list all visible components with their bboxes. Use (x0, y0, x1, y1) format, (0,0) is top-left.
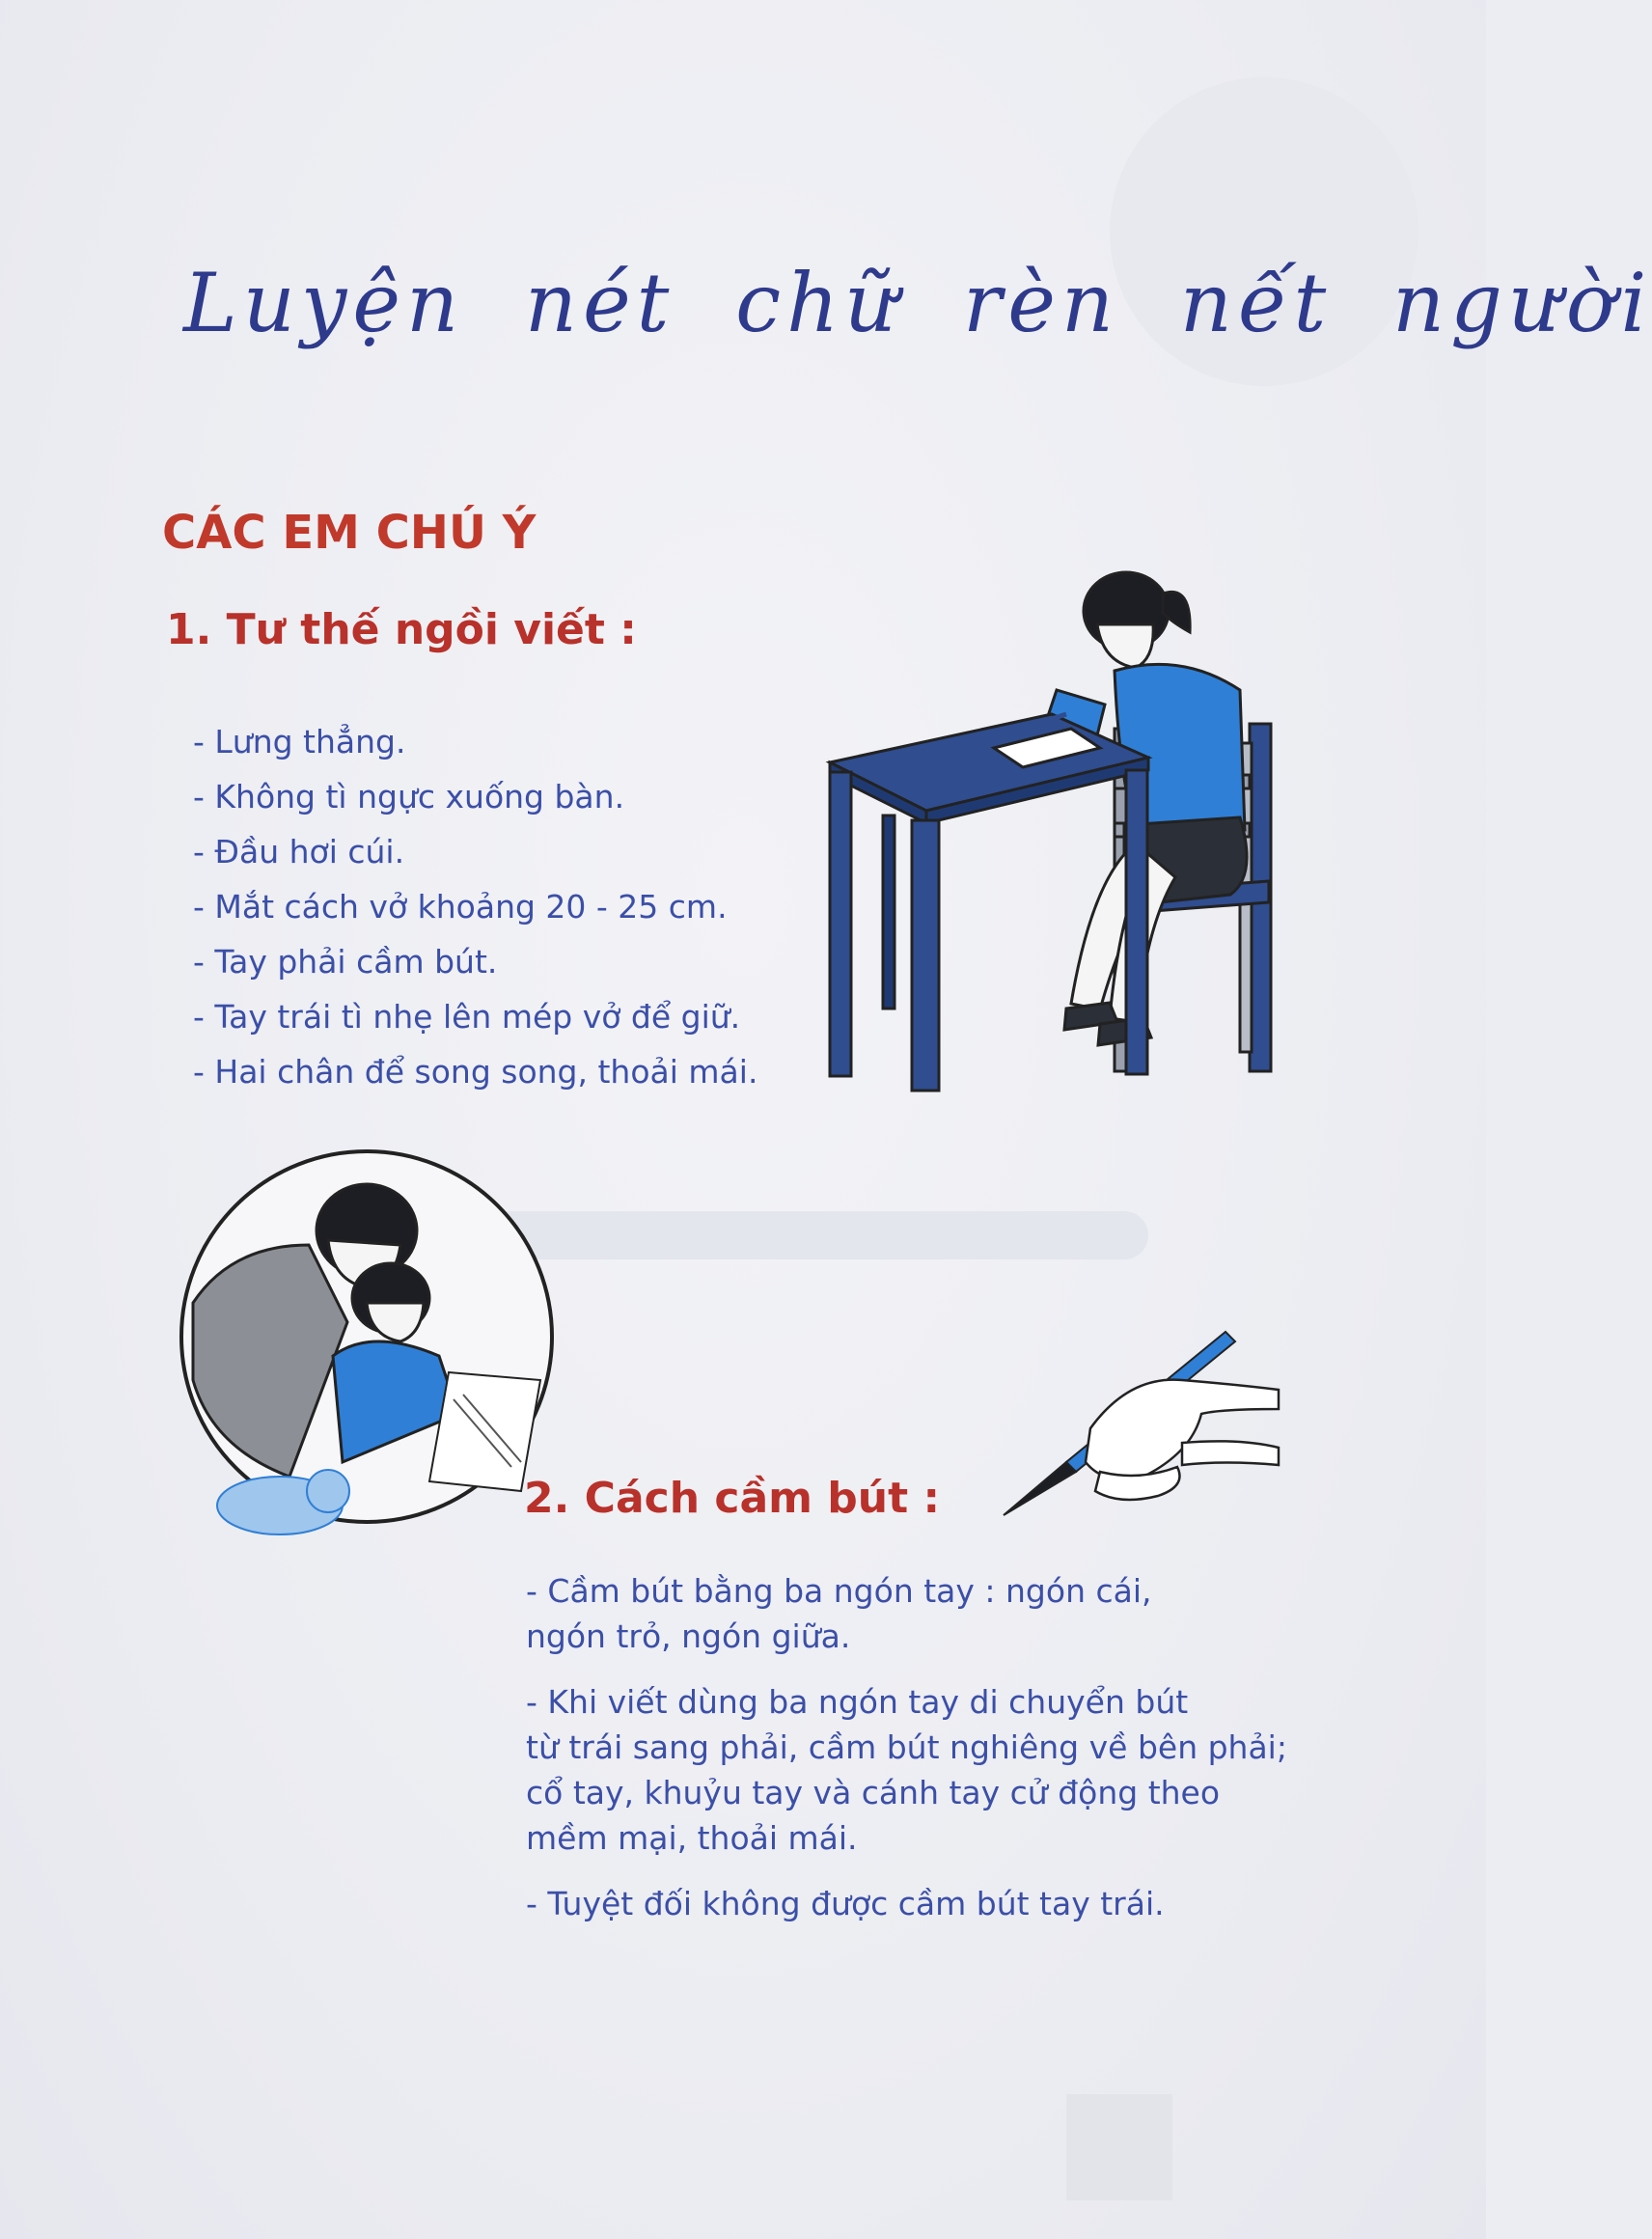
pen-grip-list (526, 1568, 1394, 1947)
list-item (526, 1568, 1394, 1659)
list-item: - Mắt cách vở khoảng 20 - 25 cm. (193, 888, 728, 926)
list-item-line: - Cầm bút bằng ba ngón tay : ngón cái, (526, 1572, 1152, 1610)
list-item-line: cổ tay, khuỷu tay và cánh tay cử động theo (526, 1774, 1221, 1811)
notice-heading: CÁC EM CHÚ Ý (162, 506, 537, 560)
hand-shape (1086, 1380, 1279, 1500)
list-item-line: - Tuyệt đối không được cầm bút tay trái. (526, 1885, 1165, 1922)
list-item (526, 1881, 1394, 1926)
list-item-line: mềm mại, thoải mái. (526, 1819, 858, 1857)
list-item (526, 1679, 1394, 1861)
list-item: - Đầu hơi cúi. (193, 833, 405, 871)
section1-heading: 1. Tư thế ngồi viết : (166, 605, 637, 654)
list-item: - Tay trái tì nhẹ lên mép vở để giữ. (193, 998, 741, 1036)
page-title: Luyện nét chữ rèn nết người (183, 256, 1652, 350)
list-item-line: ngón trỏ, ngón giữa. (526, 1617, 851, 1655)
list-item-line: từ trái sang phải, cầm bút nghiêng về bên phải; (526, 1728, 1287, 1766)
bleed-through-box (1066, 2094, 1172, 2200)
list-item: - Lưng thẳng. (193, 723, 406, 760)
cat-shape (217, 1470, 349, 1534)
list-item: - Tay phải cầm bút. (193, 943, 498, 981)
list-item: - Không tì ngực xuống bàn. (193, 778, 625, 815)
list-item-line: - Khi viết dùng ba ngón tay di chuyển bút (526, 1683, 1189, 1721)
hand-pen-illustration (994, 1327, 1283, 1530)
posture-list (193, 714, 757, 1099)
mother-child-illustration (174, 1148, 560, 1554)
girl-at-desk-illustration (825, 565, 1317, 1091)
list-item: - Hai chân để song song, thoải mái. (193, 1053, 758, 1091)
section2-heading: 2. Cách cầm bút : (524, 1474, 941, 1523)
